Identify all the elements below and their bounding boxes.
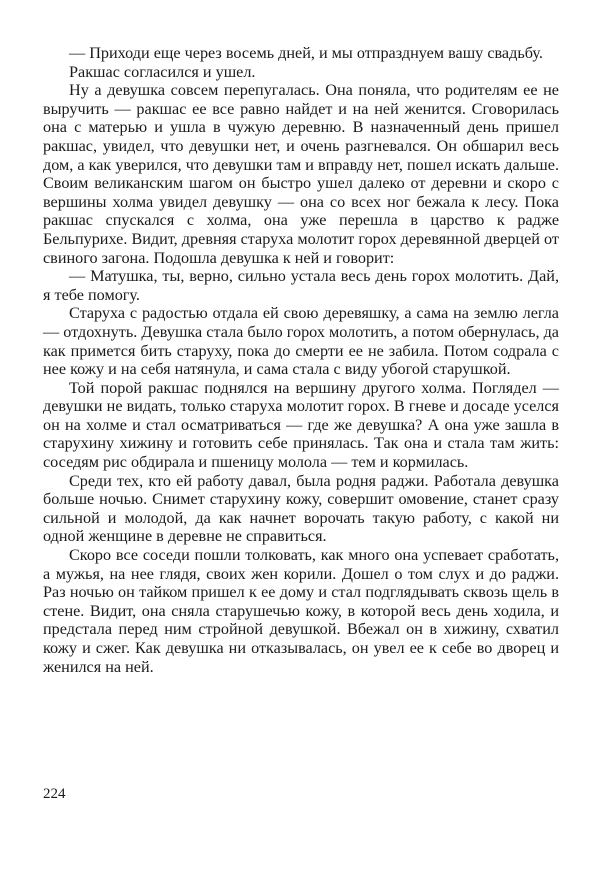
- page-number: 224: [43, 786, 66, 802]
- paragraph-8: Скоро все соседи пошли толковать, как много она успевает сработать, а мужья, на нее глядя, своих жен корили. Дошел о том слух и до раджи. Раз ночью он тайком пришел к ее дому и стал подглядывать сквозь щель в стене. Видит, она сняла старушечью кожу, в которой весь день ходила, и предстала перед ним стройной девушкой. Вбежал он в хижину, схватил кожу и сжег. Как девушка ни отказывалась, он увел ее к себе во дворец и женился на ней.: [43, 546, 559, 676]
- paragraph-6: Той порой ракшас поднялся на вершину другого холма. Поглядел — девушки не видать, только старуха молотит горох. В гневе и досаде уселся он на холме и стал осматриваться — где же девушка? А она уже зашла в старухину хижину и готовить себе принялась. Так она и стала там жить: соседям рис обдирала и пшеницу молола — тем и кормилась.: [43, 378, 559, 472]
- page-body: [43, 44, 559, 676]
- paragraph-4: — Матушка, ты, верно, сильно устала весь день горох молотить. Дай, я тебе помогу.: [43, 267, 559, 304]
- paragraph-2: Ракшас согласился и ушел.: [69, 62, 256, 81]
- paragraph-1: — Приходи еще через восемь дней, и мы отпразднуем вашу свадьбу.: [69, 44, 543, 62]
- paragraph-5: Старуха с радостью отдала ей свою деревяшку, а сама на землю легла — отдохнуть. Девушка стала было горох молотить, а потом обернулась, да как примется бить старуху, пока до смерти ее не забила. Потом содрала с нее кожу и на себя натянула, и сама стала с виду убогой старушкой.: [43, 304, 559, 379]
- paragraph-7: Среди тех, кто ей работу давал, была родня раджи. Работала девушка больше ночью. Снимет старухину кожу, совершит омовение, станет сразу сильной и молодой, да как начнет ворочать такую работу, с какой ни одной женщине в деревне не справиться.: [43, 471, 559, 546]
- paragraph-3: Ну а девушка совсем перепугалась. Она поняла, что родителям ее не выручить — ракшас ее все равно найдет и на ней женится. Сговорилась она с матерью и ушла в чужую деревню. В назначенный день пришел ракшас, увидел, что девушки нет, и очень разгневался. Он обшарил весь дом, а как уверился, что девушки там и вправду нет, пошел искать дальше. Своим великанским шагом он быстро ушел далеко от деревни и скоро с вершины холма увидел девушку — она со всех ног бежала к лесу. Пока ракшас спускался с холма, она уже перешла в царство к радже Бельпурихе. Видит, древняя старуха молотит горох деревянной дверцей от свиного загона. Подошла девушка к ней и говорит:: [43, 81, 559, 267]
